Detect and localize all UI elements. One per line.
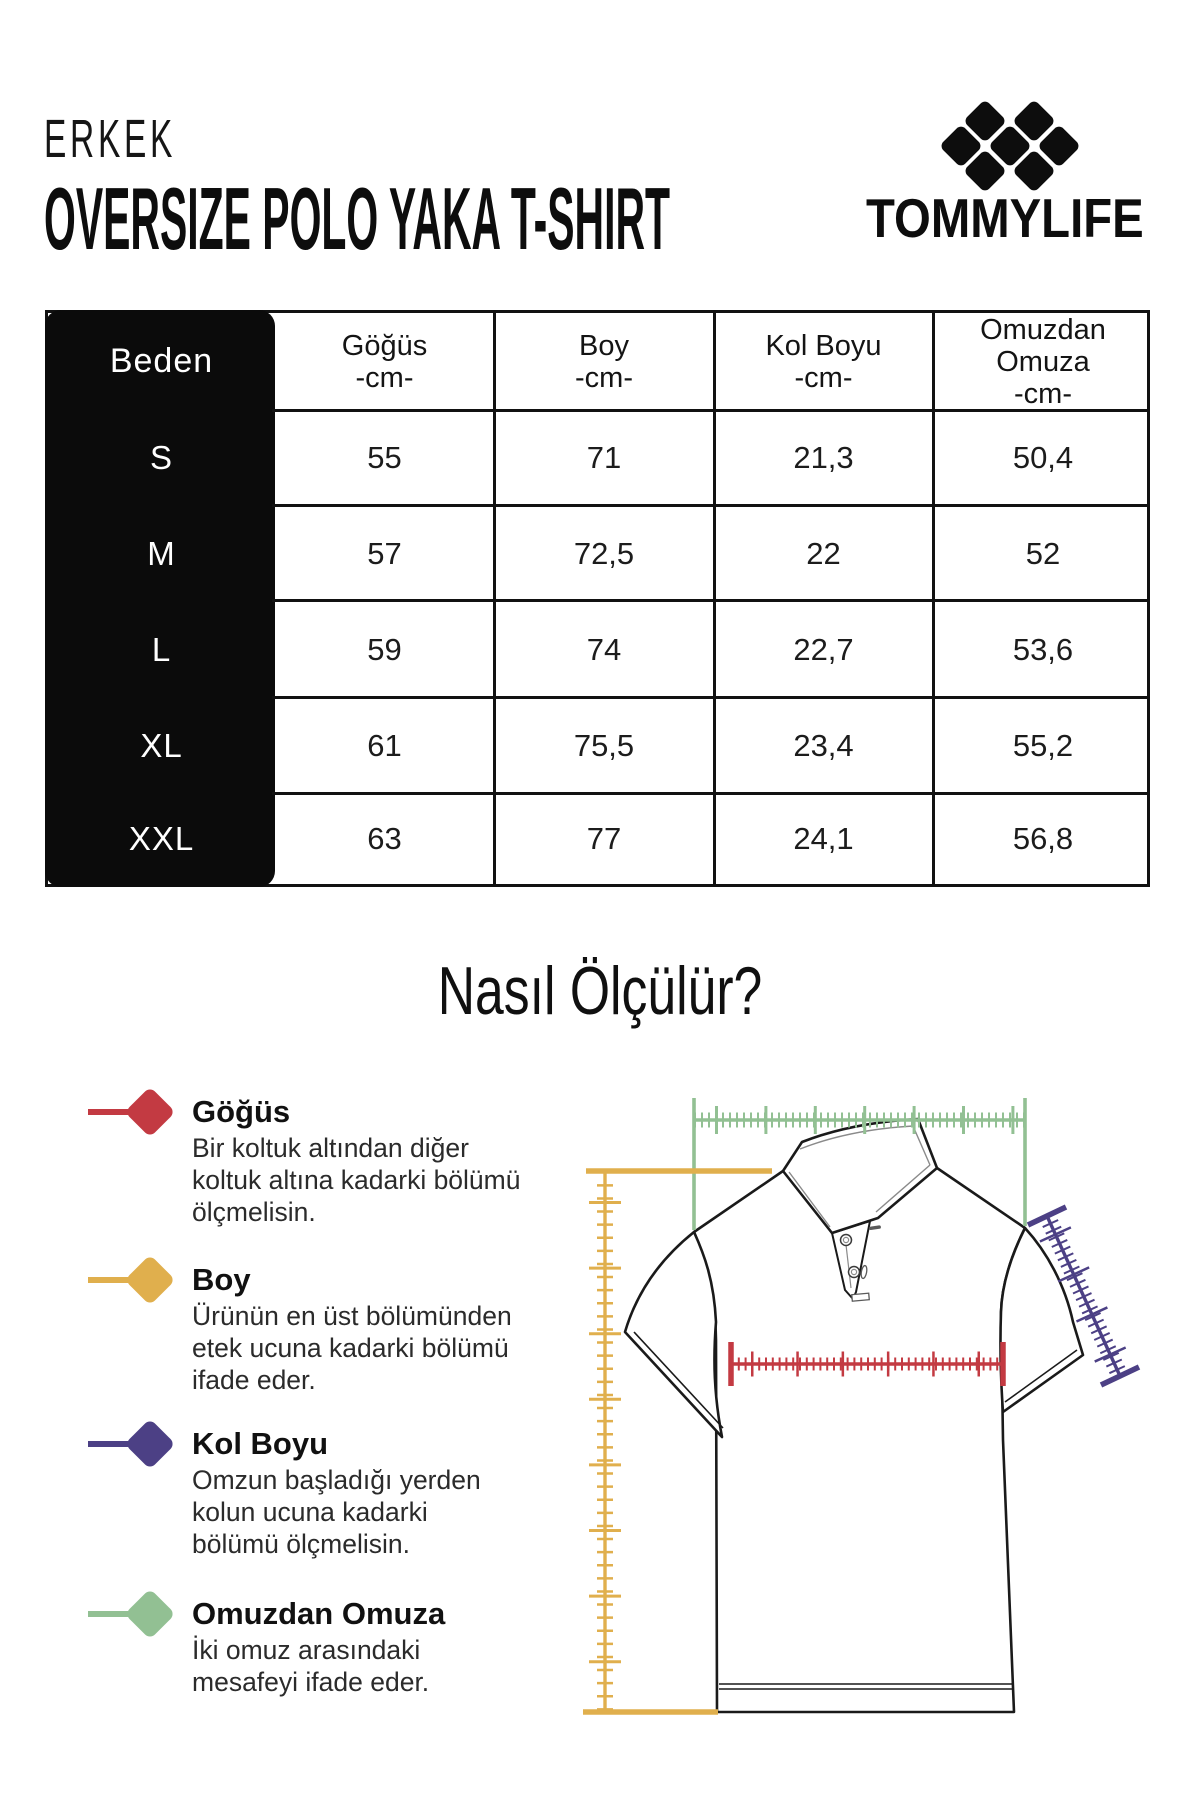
column-header-unit: -cm- xyxy=(794,361,853,394)
legend-desc-line: bölümü ölçmelisin. xyxy=(192,1529,410,1559)
legend-title: Omuzdan Omuza xyxy=(192,1596,446,1631)
legend-desc-line: İki omuz arasındaki xyxy=(192,1635,421,1665)
column-header-label: Göğüs xyxy=(341,329,428,362)
brand-name: TOMMYLIFE xyxy=(866,187,1144,249)
table-cell: 22 xyxy=(806,535,841,571)
table-cell: 72,5 xyxy=(573,535,635,571)
size-row-label: L xyxy=(151,630,172,668)
table-cell: 75,5 xyxy=(573,728,635,763)
size-row-label: XL xyxy=(140,727,183,764)
legend-desc-line: mesafeyi ifade eder. xyxy=(192,1667,430,1697)
legend-title: Göğüs xyxy=(192,1094,291,1129)
legend-desc-line: kolun ucuna kadarki xyxy=(192,1497,428,1527)
column-header-label: Omuza xyxy=(996,345,1090,378)
table-cell: 23,4 xyxy=(793,728,854,763)
legend-desc-line: ifade eder. xyxy=(192,1365,316,1395)
column-header-label: Kol Boyu xyxy=(765,329,882,362)
table-corner-label: Beden xyxy=(109,342,214,380)
table-cell: 21,3 xyxy=(793,440,854,475)
column-header-label: Boy xyxy=(579,329,629,362)
size-row-label: S xyxy=(149,439,173,476)
table-cell: 77 xyxy=(586,821,622,856)
table-cell: 71 xyxy=(586,440,622,475)
table-cell: 52 xyxy=(1025,535,1061,571)
table-cell: 50,4 xyxy=(1012,440,1074,475)
legend-desc-line: Bir koltuk altından diğer xyxy=(192,1133,469,1163)
table-cell: 53,6 xyxy=(1012,631,1074,667)
column-header-unit: -cm- xyxy=(1014,377,1072,410)
legend-desc-line: Ürünün en üst bölümünden xyxy=(192,1301,512,1331)
table-cell: 24,1 xyxy=(793,821,854,856)
legend-desc-line: koltuk altına kadarki bölümü xyxy=(192,1165,521,1195)
legend-desc-line: Omzun başladığı yerden xyxy=(192,1465,481,1495)
column-header-unit: -cm- xyxy=(355,361,414,394)
table-cell: 55 xyxy=(367,440,402,475)
legend-title: Boy xyxy=(192,1262,251,1297)
table-cell: 63 xyxy=(367,821,402,856)
column-header-label: Omuzdan xyxy=(980,313,1106,346)
gender-label: ERKEK xyxy=(44,109,177,169)
column-header-unit: -cm- xyxy=(575,361,633,394)
table-cell: 59 xyxy=(367,631,402,667)
product-title: OVERSIZE POLO YAKA T-SHIRT xyxy=(44,169,671,268)
legend-desc-line: etek ucuna kadarki bölümü xyxy=(192,1333,509,1363)
table-cell: 55,2 xyxy=(1012,728,1074,763)
table-cell: 61 xyxy=(367,728,402,763)
legend-title: Kol Boyu xyxy=(192,1426,329,1461)
size-row-label: M xyxy=(147,534,176,572)
legend-desc-line: ölçmelisin. xyxy=(192,1197,316,1227)
table-cell: 56,8 xyxy=(1012,821,1074,856)
table-cell: 22,7 xyxy=(793,631,854,667)
size-row-label: XXL xyxy=(128,820,195,857)
how-to-measure-title: Nasıl Ölçülür? xyxy=(437,953,763,1029)
table-cell: 57 xyxy=(367,535,402,571)
table-cell: 74 xyxy=(586,631,622,667)
